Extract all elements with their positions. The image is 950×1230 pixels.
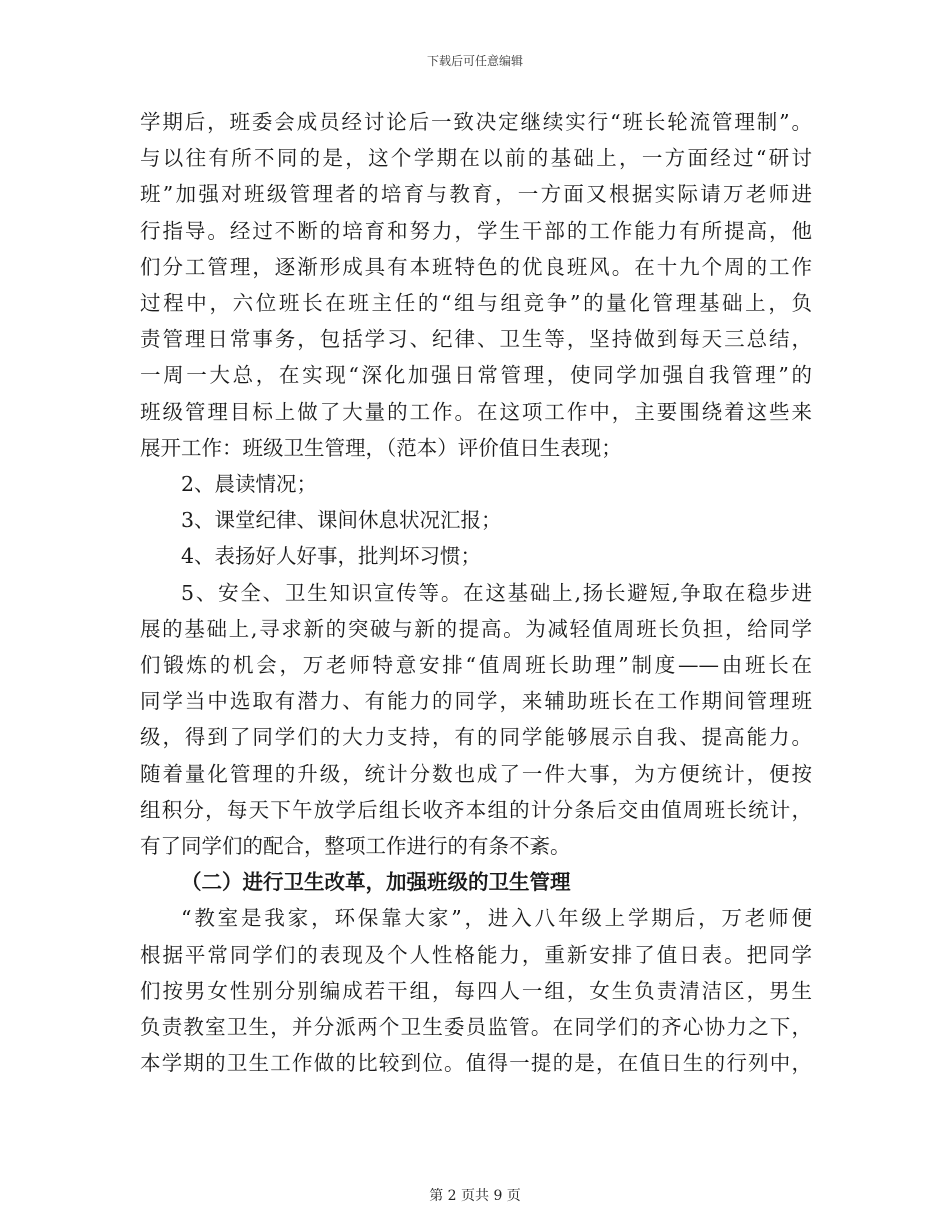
text-line: 展的基础上,寻求新的突破与新的提高。为减轻值周班长负担，给同学: [140, 616, 812, 641]
list-item: 4、表扬好人好事，批判坏习惯；: [181, 544, 482, 569]
text-line: 有了同学们的配合，整项工作进行的有条不紊。: [140, 834, 571, 859]
text-line: 同学当中选取有潜力、有能力的同学，来辅助班长在工作期间管理班: [140, 689, 812, 714]
text-line: 班级管理目标上做了大量的工作。在这项工作中，主要围绕着这些来: [140, 399, 812, 424]
text-line: 过程中，六位班长在班主任的“组与组竞争”的量化管理基础上，负: [140, 291, 812, 316]
text-line: 们分工管理，逐渐形成具有本班特色的优良班风。在十九个周的工作: [140, 254, 812, 279]
text-line: 们按男女性别分别编成若干组，每四人一组，女生负责清洁区，男生: [140, 978, 812, 1003]
text-line: 组积分，每天下午放学后组长收齐本组的计分条后交由值周班长统计，: [140, 797, 812, 822]
text-line: 随着量化管理的升级，统计分数也成了一件大事，为方便统计，便按: [140, 761, 812, 786]
text-line: 们锻炼的机会，万老师特意安排“值周班长助理”制度——由班长在: [140, 653, 812, 678]
text-line: 一周一大总，在实现“深化加强日常管理，使同学加强自我管理”的: [140, 363, 812, 388]
text-line: 展开工作：班级卫生管理，（范本）评价值日生表现；: [140, 435, 622, 460]
list-item: 3、课堂纪律、课间休息状况汇报；: [181, 508, 502, 533]
text-line: 责管理日常事务，包括学习、纪律、卫生等，坚持做到每天三总结，: [140, 327, 812, 352]
section-heading: （二）进行卫生改革，加强班级的卫生管理: [181, 870, 571, 895]
text-line: 根据平常同学们的表现及个人性格能力，重新安排了值日表。把同学: [140, 942, 812, 967]
page-footer: 第 2 页共 9 页: [429, 1188, 521, 1204]
list-item: 2、晨读情况；: [181, 472, 318, 497]
text-line: 行指导。经过不断的培育和努力，学生干部的工作能力有所提高，他: [140, 218, 812, 243]
text-line: 学期后，班委会成员经讨论后一致决定继续实行“班长轮流管理制”。: [140, 110, 812, 134]
text-line: 与以往有所不同的是，这个学期在以前的基础上，一方面经过“研讨: [140, 146, 812, 171]
page-header: 下载后可任意编辑: [426, 54, 523, 68]
text-line: 级，得到了同学们的大力支持，有的同学能够展示自我、提高能力。: [140, 725, 812, 750]
document-body: [140, 104, 812, 1081]
text-line: 负责教室卫生，并分派两个卫生委员监管。在同学们的齐心协力之下，: [140, 1015, 812, 1040]
text-line: 本学期的卫生工作做的比较到位。值得一提的是，在值日生的行列中，: [140, 1051, 812, 1076]
text-line: “教室是我家，环保靠大家”，进入八年级上学期后，万老师便: [181, 906, 812, 931]
text-line: 班”加强对班级管理者的培育与教育，一方面又根据实际请万老师进: [140, 182, 812, 207]
list-item: 5、安全、卫生知识宣传等。在这基础上,扬长避短,争取在稳步进: [181, 580, 812, 605]
